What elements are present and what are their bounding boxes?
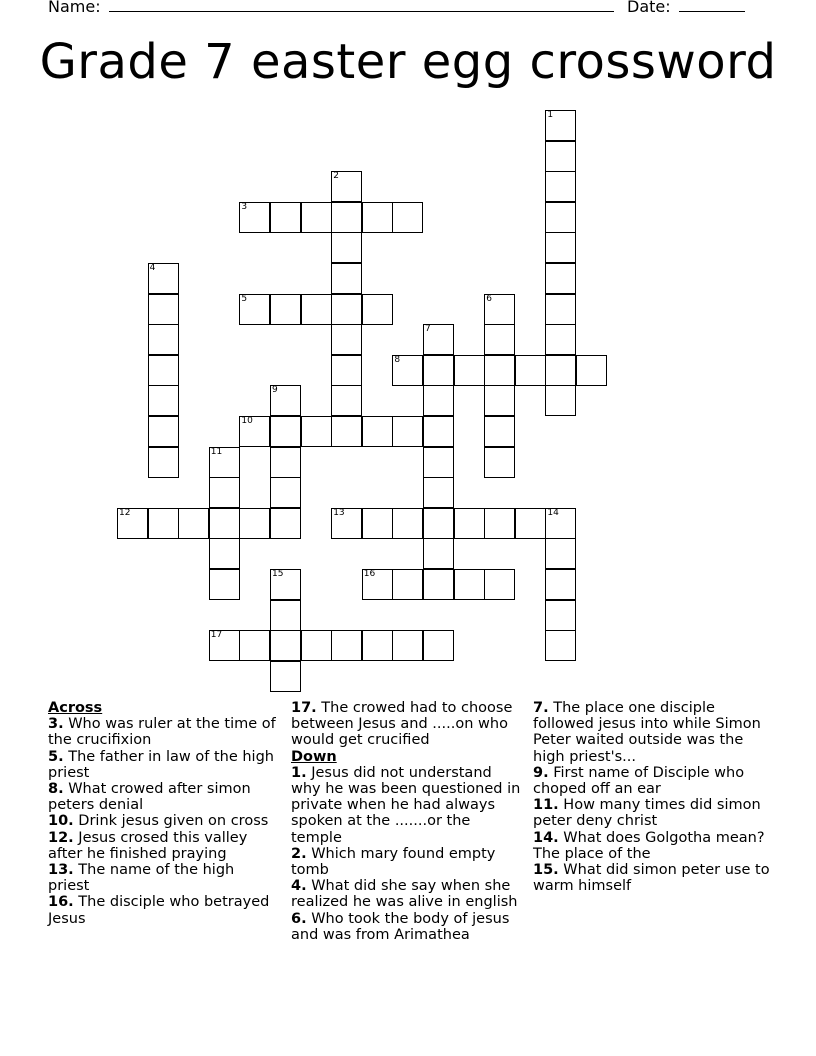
crossword-cell[interactable] xyxy=(270,569,301,600)
crossword-cell[interactable] xyxy=(484,447,515,478)
crossword-cell[interactable] xyxy=(239,630,270,661)
crossword-cell[interactable] xyxy=(545,355,576,386)
crossword-cell[interactable] xyxy=(239,416,270,447)
crossword-cell[interactable] xyxy=(270,385,301,416)
crossword-cell[interactable] xyxy=(484,324,515,355)
crossword-cell[interactable] xyxy=(270,661,301,692)
crossword-cell[interactable] xyxy=(301,630,332,661)
crossword-cell[interactable] xyxy=(331,416,362,447)
crossword-cell[interactable] xyxy=(270,416,301,447)
crossword-cell[interactable] xyxy=(270,202,301,233)
crossword-cell[interactable] xyxy=(331,263,362,294)
crossword-cell[interactable] xyxy=(423,630,454,661)
clue-number: 8 xyxy=(394,354,401,365)
crossword-cell[interactable] xyxy=(178,508,209,539)
clues-column-3 xyxy=(533,700,773,894)
crossword-cell[interactable] xyxy=(545,171,576,202)
across-heading: Across xyxy=(48,700,103,716)
crossword-cell[interactable] xyxy=(423,447,454,478)
clue-number: 1 xyxy=(547,110,554,120)
crossword-cell[interactable] xyxy=(545,385,576,416)
crossword-cell[interactable] xyxy=(362,630,393,661)
clue-down-15: 15. What did simon peter use to warm himself xyxy=(533,862,770,895)
crossword-cell[interactable] xyxy=(239,508,270,539)
clue-across-5: 5. The father in law of the high priest xyxy=(48,748,274,781)
clue-number: 16 xyxy=(363,569,376,579)
crossword-cell[interactable] xyxy=(423,538,454,569)
crossword-cell[interactable] xyxy=(362,508,393,539)
crossword-cell[interactable] xyxy=(392,630,423,661)
crossword-cell[interactable] xyxy=(545,508,576,539)
clue-number: 11 xyxy=(210,446,223,457)
crossword-cell[interactable] xyxy=(331,355,362,386)
crossword-cell[interactable] xyxy=(331,202,362,233)
crossword-cell[interactable] xyxy=(545,263,576,294)
crossword-cell[interactable] xyxy=(301,294,332,325)
clue-down-14: 14. What does Golgotha mean? The place of the xyxy=(533,829,765,862)
crossword-cell[interactable] xyxy=(454,355,485,386)
clue-number: 13 xyxy=(333,507,345,518)
crossword-cell[interactable] xyxy=(362,294,393,325)
clue-number: 17 xyxy=(210,630,223,641)
crossword-cell[interactable] xyxy=(423,324,454,355)
crossword-cell[interactable] xyxy=(392,569,423,600)
crossword-cell[interactable] xyxy=(545,141,576,172)
crossword-cell[interactable] xyxy=(392,508,423,539)
crossword-cell[interactable] xyxy=(270,630,301,661)
crossword-cell[interactable] xyxy=(484,355,515,386)
crossword-cell[interactable] xyxy=(239,294,270,325)
crossword-cell[interactable] xyxy=(331,232,362,263)
crossword-cell[interactable] xyxy=(148,263,179,294)
clue-number: 15 xyxy=(272,569,284,579)
clue-across-17: 17. The crowed had to choose between Jesus and .....on who would get crucified xyxy=(291,700,513,749)
clue-number: 5 xyxy=(241,293,248,304)
crossword-cell[interactable] xyxy=(545,110,576,141)
crossword-cell[interactable] xyxy=(148,324,179,355)
crossword-cell[interactable] xyxy=(545,538,576,569)
crossword-cell[interactable] xyxy=(239,202,270,233)
crossword-cell[interactable] xyxy=(148,294,179,325)
crossword-cell[interactable] xyxy=(270,294,301,325)
clue-down-6: 6. Who took the body of jesus and was from Arimathea xyxy=(291,910,510,943)
crossword-cell[interactable] xyxy=(454,508,485,539)
crossword-cell[interactable] xyxy=(545,294,576,325)
crossword-cell[interactable] xyxy=(148,385,179,416)
clue-down-1: 1. Jesus did not understand why he was been questioned in private when he had always spoken at the .......or the temple xyxy=(291,764,521,846)
crossword-cell[interactable] xyxy=(209,538,240,569)
crossword-cell[interactable] xyxy=(484,569,515,600)
clue-across-13: 13. The name of the high priest xyxy=(48,862,235,895)
crossword-cell[interactable] xyxy=(545,600,576,631)
clues-column-2 xyxy=(291,700,523,943)
crossword-cell[interactable] xyxy=(423,355,454,386)
crossword-cell[interactable] xyxy=(484,294,515,325)
date-label: Date: xyxy=(627,0,671,16)
crossword-cell[interactable] xyxy=(331,385,362,416)
crossword-cell[interactable] xyxy=(270,447,301,478)
crossword-cell[interactable] xyxy=(148,447,179,478)
crossword-cell[interactable] xyxy=(148,355,179,386)
crossword-cell[interactable] xyxy=(362,416,393,447)
crossword-cell[interactable] xyxy=(423,477,454,508)
clue-number: 4 xyxy=(149,263,156,273)
crossword-cell[interactable] xyxy=(270,508,301,539)
crossword-cell[interactable] xyxy=(392,202,423,233)
crossword-cell[interactable] xyxy=(270,600,301,631)
clue-number: 14 xyxy=(547,507,559,518)
crossword-cell[interactable] xyxy=(331,630,362,661)
clue-number: 2 xyxy=(333,171,339,182)
crossword-cell[interactable] xyxy=(301,202,332,233)
clue-number: 3 xyxy=(241,201,248,212)
crossword-cell[interactable] xyxy=(209,508,240,539)
crossword-cell[interactable] xyxy=(545,232,576,263)
crossword-cell[interactable] xyxy=(362,202,393,233)
crossword-cell[interactable] xyxy=(392,355,423,386)
crossword-cell[interactable] xyxy=(515,355,546,386)
crossword-cell[interactable] xyxy=(117,508,148,539)
clue-across-16: 16. The disciple who betrayed Jesus xyxy=(48,894,270,927)
page-title: Grade 7 easter egg crossword xyxy=(39,34,777,90)
crossword-cell[interactable] xyxy=(209,569,240,600)
crossword-cell[interactable] xyxy=(454,569,485,600)
crossword-cell[interactable] xyxy=(576,355,607,386)
clue-down-7: 7. The place one disciple followed jesus into while Simon Peter waited outside was the high priest's... xyxy=(533,700,761,765)
crossword-cell[interactable] xyxy=(545,324,576,355)
crossword-cell[interactable] xyxy=(423,569,454,600)
crossword-cell[interactable] xyxy=(423,416,454,447)
name-label: Name: xyxy=(48,0,101,16)
crossword-cell[interactable] xyxy=(148,508,179,539)
clue-across-3: 3. Who was ruler at the time of the crucifixion xyxy=(48,716,276,749)
crossword-cell[interactable] xyxy=(331,171,362,202)
crossword-cell[interactable] xyxy=(331,324,362,355)
crossword-cell[interactable] xyxy=(331,294,362,325)
crossword-cell[interactable] xyxy=(423,508,454,539)
clue-across-12: 12. Jesus crosed this valley after he finished praying xyxy=(48,829,248,862)
clues-column-1 xyxy=(48,700,278,927)
crossword-cell[interactable] xyxy=(209,630,240,661)
clue-number: 7 xyxy=(425,324,431,335)
clue-across-8: 8. What crowed after simon peters denial xyxy=(48,781,251,814)
clue-down-2: 2. Which mary found empty tomb xyxy=(291,845,496,879)
crossword-cell[interactable] xyxy=(209,447,240,478)
clue-number: 12 xyxy=(119,507,131,518)
crossword-cell[interactable] xyxy=(362,569,393,600)
crossword-cell[interactable] xyxy=(484,508,515,539)
crossword-cell[interactable] xyxy=(392,416,423,447)
clue-down-11: 11. How many times did simon peter deny christ xyxy=(533,797,761,830)
crossword-cell[interactable] xyxy=(148,416,179,447)
clue-across-10: 10. Drink jesus given on cross xyxy=(48,813,269,830)
crossword-cell[interactable] xyxy=(484,416,515,447)
clue-number: 6 xyxy=(486,293,492,304)
crossword-cell[interactable] xyxy=(301,416,332,447)
crossword-cell[interactable] xyxy=(484,385,515,416)
crossword-cell[interactable] xyxy=(515,508,546,539)
clue-number: 10 xyxy=(241,416,253,426)
crossword-cell[interactable] xyxy=(545,202,576,233)
crossword-cell[interactable] xyxy=(545,630,576,661)
crossword-cell[interactable] xyxy=(423,385,454,416)
down-heading: Down xyxy=(291,748,337,765)
clue-number: 9 xyxy=(272,385,278,396)
crossword-cell[interactable] xyxy=(209,477,240,508)
crossword-cell[interactable] xyxy=(545,569,576,600)
clue-down-4: 4. What did she say when she realized he was alive in english xyxy=(291,878,518,911)
crossword-cell[interactable] xyxy=(331,508,362,539)
crossword-cell[interactable] xyxy=(270,477,301,508)
clue-down-9: 9. First name of Disciple who choped off an ear xyxy=(533,764,745,798)
